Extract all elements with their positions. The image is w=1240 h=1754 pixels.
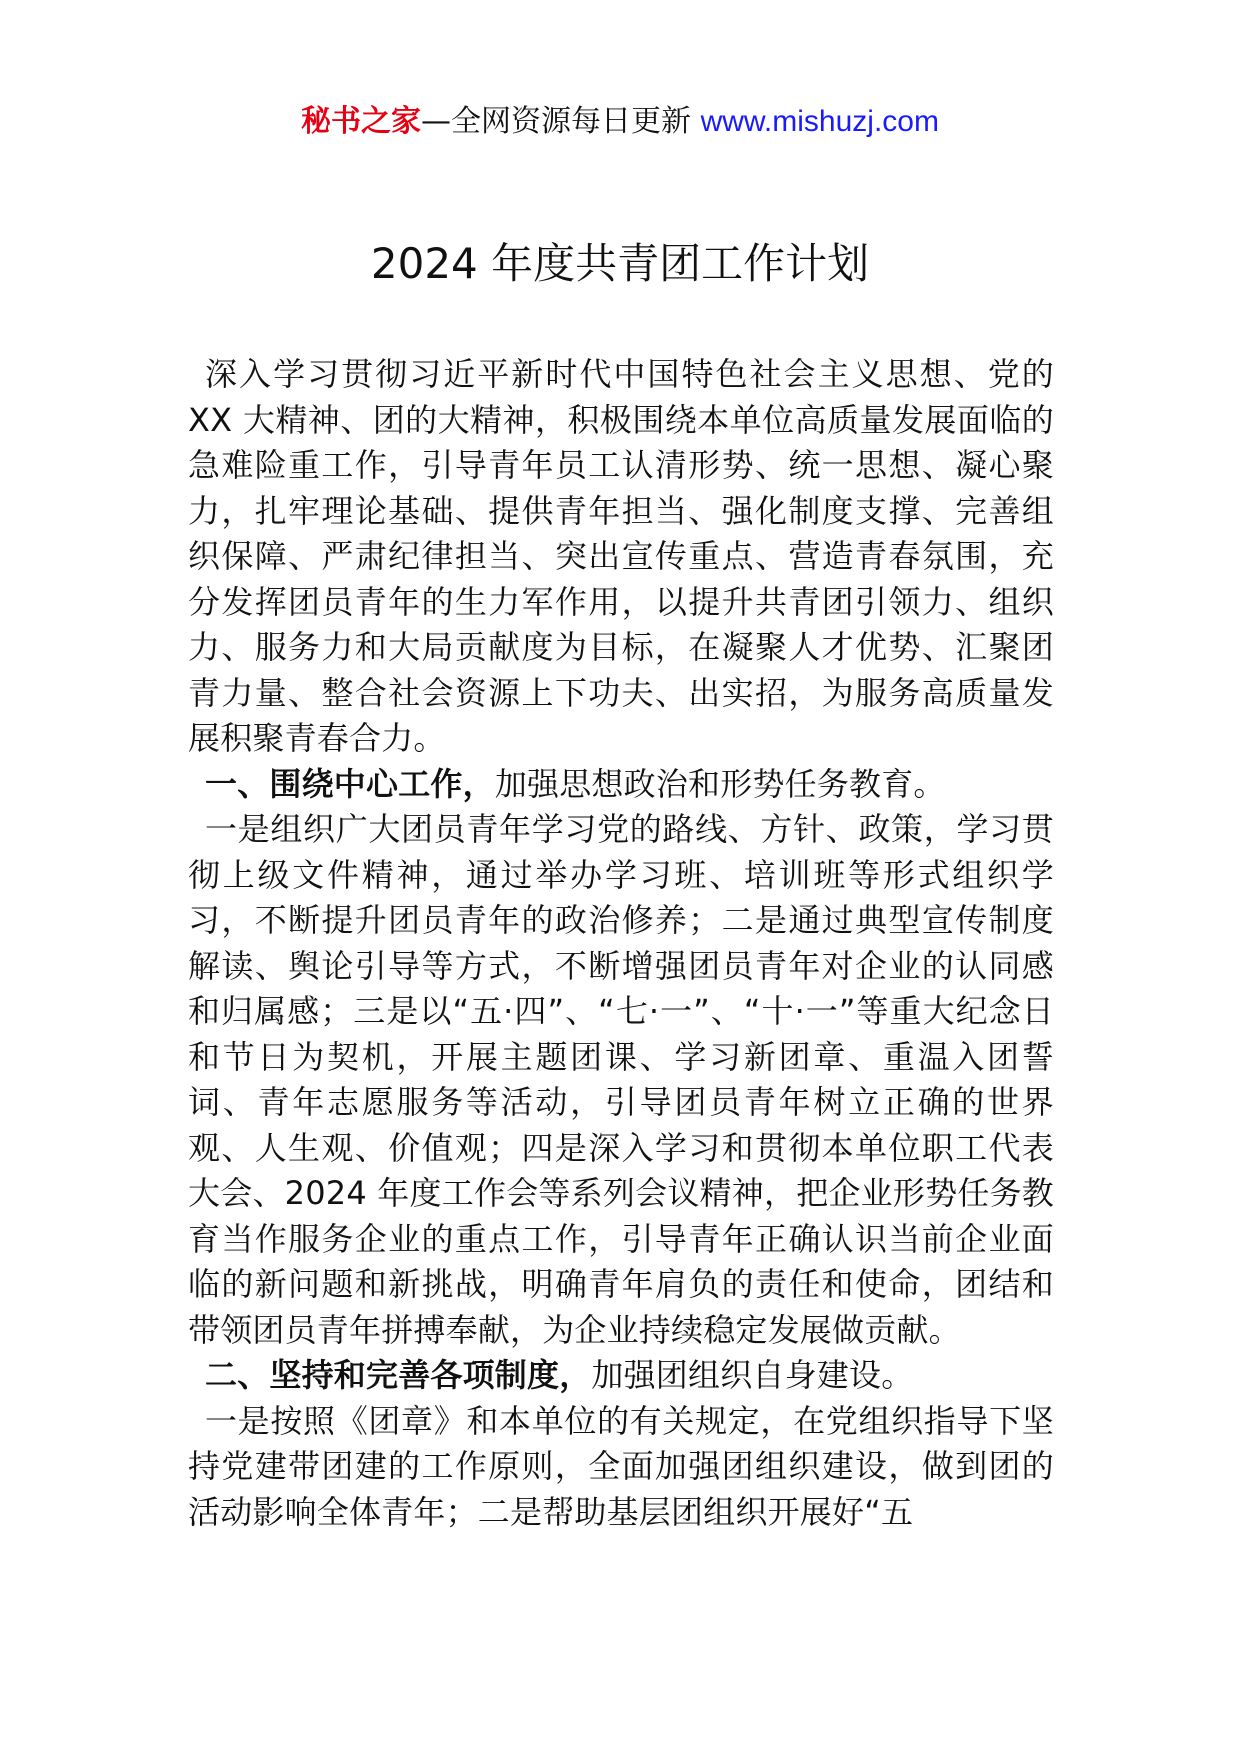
section-1-paragraph: 一是组织广大团员青年学习党的路线、方针、政策，学习贯彻上级文件精神，通过举办学习班、培训班等形式组织学习，不断提升团员青年的政治修养；二是通过典型宣传制度解读、舆论引导等方式，不断增强团员青年对企业的认同感和归属感；三是以“五·四”、“七·一”、“十·一”等重大纪念日和节日为契机，开展主题团课、学习新团章、重温入团誓词、青年志愿服务等活动，引导团员青年树立正确的世界观、人生观、价值观；四是深入学习和贯彻本单位职工代表大会、2024 年度工作会等系列会议精神，把企业形势任务教育当作服务企业的重点工作，引导青年正确认识当前企业面临的新问题和新挑战，明确青年肩负的责任和使命，团结和带领团员青年拼搏奉献，为企业持续稳定发展做贡献。 [188, 810, 1054, 1349]
site-header [0, 102, 1240, 142]
brand-name: 秘书之家 [301, 104, 422, 139]
section-1-heading-lead: 一、围绕中心工作， [205, 764, 495, 803]
site-url-link[interactable]: www.mishuzj.com [700, 105, 939, 138]
document-body [188, 352, 1054, 1535]
section-2-paragraph: 一是按照《团章》和本单位的有关规定，在党组织指导下坚持党建带团建的工作原则，全面加强团组织建设，做到团的活动影响全体青年；二是帮助基层团组织开展好“五 [188, 1401, 1054, 1531]
intro-paragraph: 深入学习贯彻习近平新时代中国特色社会主义思想、党的XX 大精神、团的大精神，积极围绕本单位高质量发展面临的急难险重工作，引导青年员工认清形势、统一思想、凝心聚力，扎牢理论基础、提供青年担当、强化制度支撑、完善组织保障、严肃纪律担当、突出宣传重点、营造青春氛围，充分发挥团员青年的生力军作用，以提升共青团引领力、组织力、服务力和大局贡献度为目标，在凝聚人才优势、汇聚团青力量、整合社会资源上下功夫、出实招，为服务高质量发展积聚青春合力。 [188, 355, 1054, 757]
section-2-heading [188, 1353, 1054, 1399]
header-tagline: —全网资源每日更新 [421, 104, 692, 139]
section-2-heading-rest: 加强团组织自身建设。 [591, 1356, 914, 1394]
section-1-heading [188, 762, 1054, 808]
section-1-heading-rest: 加强思想政治和形势任务教育。 [494, 764, 946, 803]
document-title: 2024 年度共青团工作计划 [370, 239, 870, 288]
section-2-heading-lead: 二、坚持和完善各项制度， [205, 1356, 592, 1394]
